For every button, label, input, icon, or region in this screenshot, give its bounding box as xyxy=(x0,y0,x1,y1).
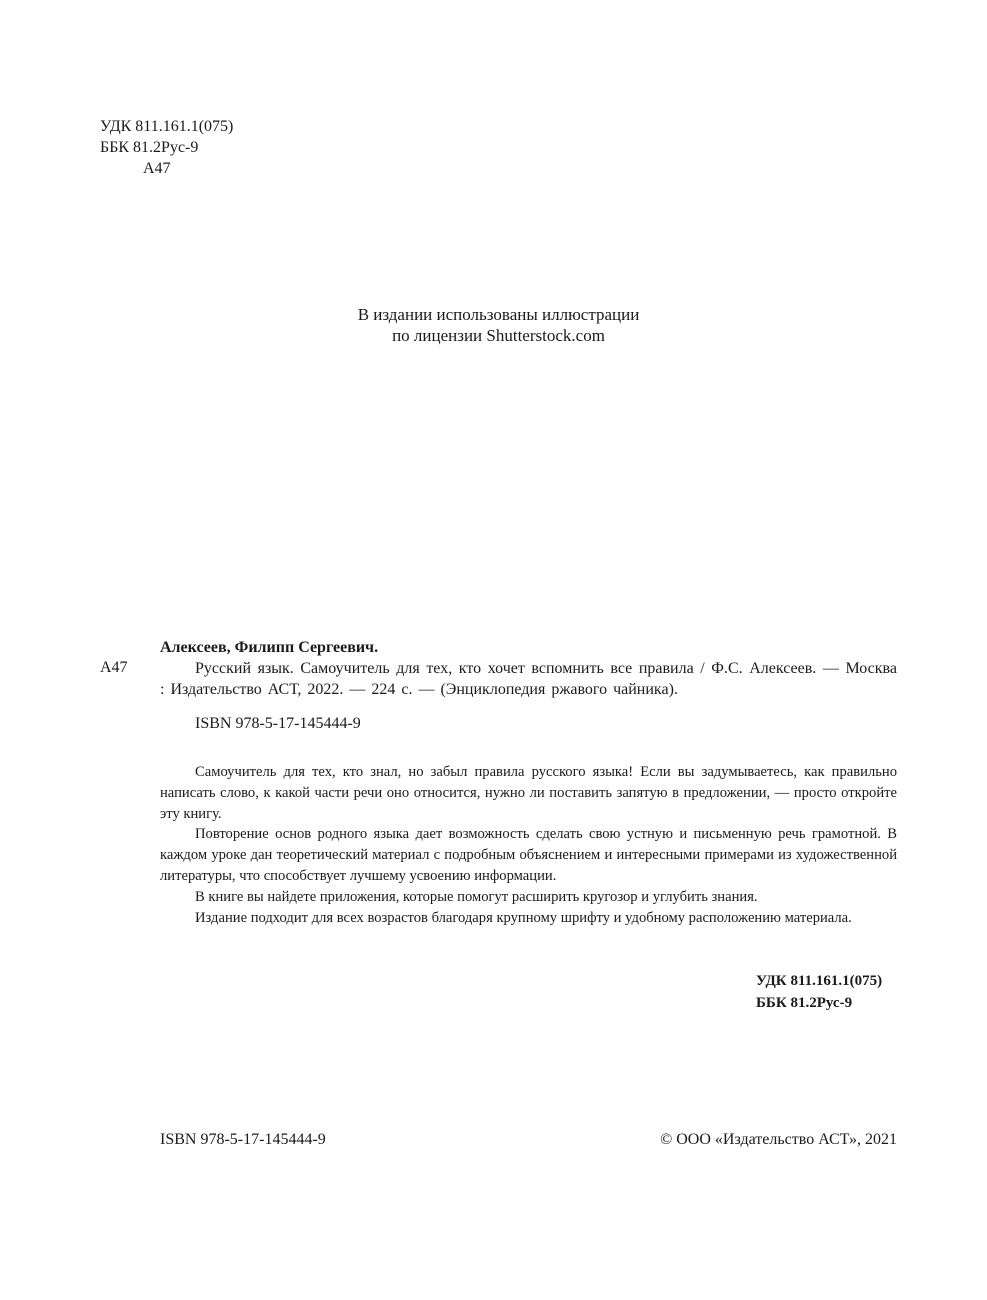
illustration-license-notice xyxy=(0,304,987,346)
copyright-notice: © ООО «Издательство АСТ», 2021 xyxy=(660,1131,897,1148)
author-cutter-code: А47 xyxy=(143,160,171,177)
notice-line-2: по лицензии Shutterstock.com xyxy=(392,326,605,345)
annotation-paragraph: В книге вы найдете приложения, которые помогут расширить кругозор и углубить знания. xyxy=(195,888,758,905)
annotation-paragraph: Самоучитель для тех, кто знал, но забыл правила русского языка! Если вы задумываетесь, как правильно написать слово, к какой части речи оно относится, нужно ли поставить запятую в предложении, — просто откройте эту книгу. xyxy=(160,764,897,822)
udk-code-bold: УДК 811.161.1(075) xyxy=(756,973,883,989)
record-author: Алексеев, Филипп Сергеевич. xyxy=(160,639,379,656)
bbk-code-bold: ББК 81.2Рус-9 xyxy=(756,995,853,1011)
udk-code: УДК 811.161.1(075) xyxy=(100,118,234,135)
annotation-paragraph: Издание подходит для всех возрастов благодаря крупному шрифту и удобному расположению материала. xyxy=(195,909,852,926)
annotation-paragraph: Повторение основ родного языка дает возможность сделать свою устную и письменную речь грамотной. В каждом уроке дан теоретический материал с подробным объяснением и интересными примерами из художественной литературы, что способствует лучшему усвоению информации. xyxy=(160,826,897,884)
footer-isbn: ISBN 978-5-17-145444-9 xyxy=(160,1131,326,1148)
notice-line-1: В издании использованы иллюстрации xyxy=(357,305,640,324)
record-cutter-code: А47 xyxy=(100,659,128,676)
record-isbn: ISBN 978-5-17-145444-9 xyxy=(195,715,361,732)
book-annotation xyxy=(160,762,897,928)
bibliographic-record xyxy=(160,637,897,734)
classification-block xyxy=(100,116,233,179)
bbk-code: ББК 81.2Рус-9 xyxy=(100,139,199,156)
classification-codes-bold xyxy=(756,970,882,1014)
record-description: Русский язык. Самоучитель для тех, кто хочет вспомнить все правила / Ф.С. Алексеев. — Москва : Издательство АСТ, 2022. — 224 с. — (Энциклопедия ржавого чайника). xyxy=(160,660,897,698)
